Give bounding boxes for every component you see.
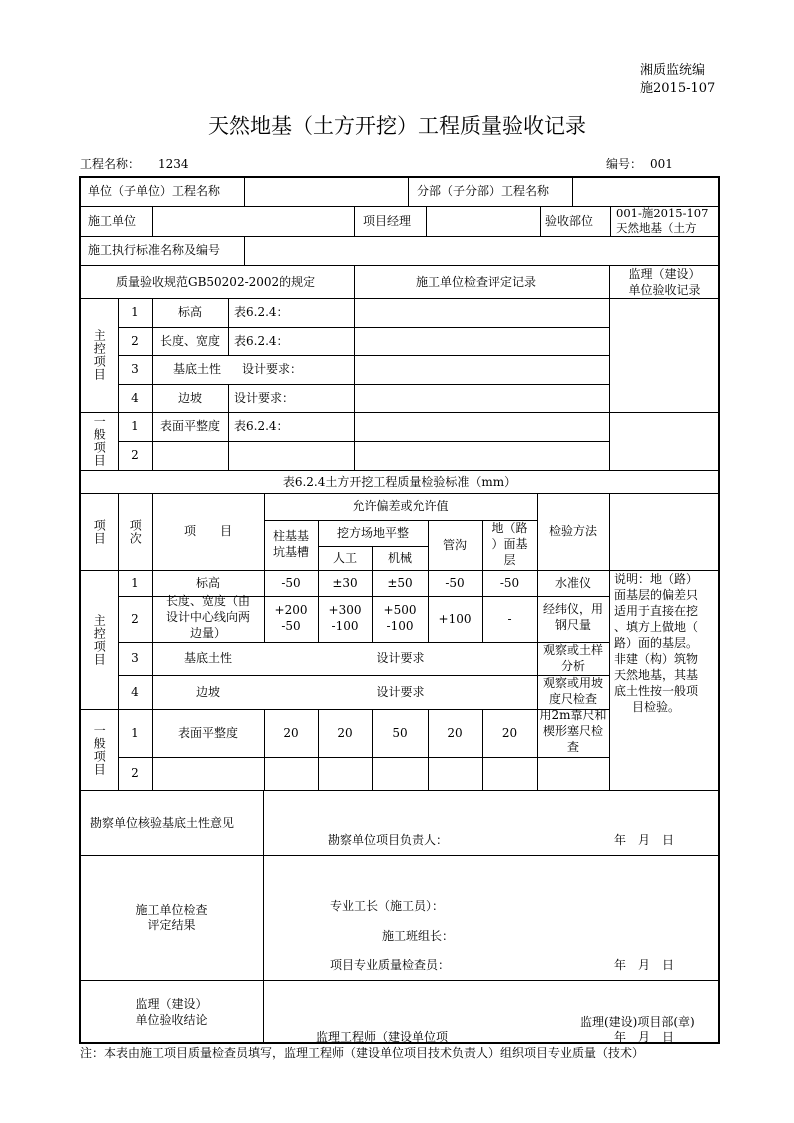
std-row-name: 基底土性 (183, 651, 232, 666)
std-method-line2: 度尺检查 (548, 692, 597, 706)
std-method-line1: 观察或土样 (542, 643, 603, 657)
check-row-no: 4 (131, 390, 139, 405)
supervisor-conclusion-label-line1: 监理（建设） (135, 997, 208, 1011)
std-row-name-line2: 设计中心线向两 (165, 610, 250, 624)
standard-note-line: 说明：地（路） (614, 572, 699, 586)
footer-note: 注：本表由施工项目质量检查员填写，监理工程师（建设单位项目技术负责人）组织项目专业质量（技术） (80, 1046, 645, 1060)
col-header-pit-line1: 柱基基 (272, 529, 309, 543)
check-row-req: 表6.2.4： (234, 419, 289, 434)
standard-note-line: 底土性按一般项 (614, 684, 699, 698)
unit-name-label: 单位（子单位）工程名称 (88, 184, 221, 198)
contractor-check-header: 施工单位检查评定记录 (416, 275, 537, 289)
col-header-road-line2: ）面基 (491, 537, 528, 551)
col-divider (610, 206, 611, 236)
check-row-req: 表6.2.4： (234, 305, 289, 320)
col-header-pit-line2: 坑基槽 (272, 545, 309, 559)
std-value-manual: 20 (337, 725, 353, 740)
supervisor-conclusion-label-line2: 单位验收结论 (135, 1013, 208, 1027)
main-control-group-label: 主控项目 (92, 329, 107, 381)
col-divider (408, 177, 409, 206)
std-value-machine: -100 (386, 619, 414, 633)
std-row-no: 4 (131, 684, 139, 699)
form-number: 施2015-107 (640, 81, 716, 96)
check-row-no: 1 (131, 305, 139, 320)
std-value-manual: +300 (328, 603, 362, 617)
standard-note-line: 适用于直接在挖 (614, 604, 699, 618)
std-row-no: 2 (131, 611, 139, 626)
code-label: 编号： (606, 157, 643, 171)
project-name-value: 1234 (158, 157, 189, 171)
check-row-item: 表面平整度 (159, 419, 220, 434)
check-row-item: 边坡 (177, 390, 202, 405)
col-header-machine: 机械 (387, 550, 412, 565)
col-header-name: 项 目 (183, 524, 232, 539)
team-leader-label: 施工班组长： (382, 929, 455, 943)
std-value-pipe: +100 (438, 611, 472, 626)
acceptance-part-label: 验收部位 (545, 214, 594, 228)
check-row-no: 2 (131, 333, 139, 348)
survey-opinion-label: 勘察单位核验基底土性意见 (90, 816, 235, 830)
std-row-no: 1 (131, 575, 139, 590)
check-row-item: 标高 (177, 305, 202, 320)
row-divider (118, 757, 609, 758)
subdivision-name-label: 分部（子分部）工程名称 (417, 184, 550, 198)
col-divider (572, 177, 573, 206)
standard-table-title: 表6.2.4土方开挖工程质量检验标准（mm） (282, 475, 517, 489)
std-method-line2: 钢尺量 (554, 618, 591, 632)
col-header-road-line1: 地（路 (491, 521, 528, 535)
std-method: 水准仪 (554, 575, 591, 590)
row-divider (80, 790, 719, 791)
col-header-method: 检验方法 (548, 524, 597, 539)
spec-header: 质量验收规范GB50202-2002的规定 (116, 275, 316, 289)
standard-note-line: 非建（构）筑物 (614, 652, 699, 666)
general-group-label: 一般项目 (92, 415, 107, 467)
std-row-no: 2 (131, 766, 139, 781)
supervisor-header-line1: 监理（建设） (628, 267, 701, 281)
std-value-pit: +200 (274, 603, 308, 617)
contractor-result-label-line1: 施工单位检查 (135, 903, 208, 917)
col-divider (540, 206, 541, 236)
row-divider (80, 470, 719, 471)
survey-date: 年 月 日 (614, 833, 675, 847)
code-value: 001 (650, 157, 673, 171)
std-value-pit: -50 (281, 575, 301, 590)
std-method-line1: 用2m靠尺和 (539, 708, 607, 722)
std-value-pit: 20 (283, 725, 299, 740)
std-value-pipe: 20 (447, 725, 463, 740)
quality-inspector-label: 项目专业质量检查员： (330, 958, 451, 972)
publisher-label: 湘质监统编 (640, 63, 706, 78)
std-row-name: 表面平整度 (177, 725, 238, 740)
acceptance-part-value: 001-施2015-107 (616, 206, 709, 220)
check-row-no: 3 (131, 362, 139, 377)
contractor-date: 年 月 日 (614, 958, 675, 972)
std-value-pipe: -50 (445, 575, 465, 590)
std-value-pit: -50 (281, 619, 301, 633)
col-header-seq: 项次 (128, 518, 143, 545)
std-value-machine: ±50 (387, 575, 413, 590)
standard-note-line: 面基层的偏差只 (614, 588, 699, 602)
std-row-name-line3: 边量） (189, 626, 226, 640)
supervisor-engineer-label: 监理工程师（建设单位项 (316, 1030, 449, 1044)
col-header-site-leveling: 挖方场地平整 (336, 525, 409, 540)
supervisor-header-line2: 单位验收记录 (628, 283, 701, 297)
tolerance-header: 允许偏差或允许值 (352, 499, 449, 514)
check-row-item: 基底土性 (172, 362, 221, 377)
foreman-label: 专业工长（施工员）： (330, 899, 445, 913)
col-divider (152, 206, 153, 236)
std-method-line3: 查 (566, 740, 579, 754)
col-header-road-line3: 层 (503, 553, 516, 567)
row-divider (80, 855, 719, 856)
row-divider (118, 441, 609, 442)
check-row-no: 1 (131, 419, 139, 434)
standard-main-group-label: 主控项目 (92, 613, 107, 666)
col-divider (354, 206, 355, 236)
std-row-name: 边坡 (195, 684, 220, 699)
project-manager-label: 项目经理 (363, 214, 412, 228)
row-divider (80, 980, 719, 981)
check-row-req: 表6.2.4： (234, 333, 289, 348)
supervisor-date: 年 月 日 (614, 1030, 675, 1044)
std-value-machine: 50 (392, 725, 408, 740)
col-divider (244, 236, 245, 265)
std-value-machine: +500 (383, 603, 417, 617)
std-value-road: 20 (501, 725, 518, 740)
standard-note-line: 、填方上做地（ (614, 620, 699, 634)
standard-note-line: 天然地基，其基 (614, 668, 699, 682)
standard-general-group-label: 一般项目 (92, 723, 107, 776)
check-row-req: 设计要求： (242, 362, 303, 377)
std-row-name-line1: 长度、宽度（由 (165, 594, 250, 608)
supervisor-dept-label: 监理(建设)项目部(章) (580, 1015, 695, 1029)
std-row-name: 标高 (195, 575, 220, 590)
standard-note-line: 路）面的基层。 (614, 636, 699, 650)
std-value-manual: -100 (331, 619, 359, 633)
check-row-req: 设计要求： (234, 390, 295, 405)
standard-name-label: 施工执行标准名称及编号 (88, 243, 221, 257)
acceptance-part-value-2: 天然地基（土方 (616, 221, 697, 235)
col-divider (609, 493, 610, 790)
std-method-line1: 经纬仪，用 (542, 602, 603, 616)
std-row-no: 1 (131, 725, 139, 740)
col-divider (426, 206, 427, 236)
col-divider (244, 177, 245, 206)
std-value-road: - (507, 611, 512, 626)
row-divider (80, 265, 719, 266)
row-divider (80, 236, 719, 237)
std-value-road: -50 (499, 575, 520, 590)
std-design-requirement: 设计要求 (376, 684, 425, 699)
std-method-line2: 楔形塞尺检 (542, 724, 603, 738)
check-row-item: 长度、宽度 (159, 333, 220, 348)
col-header-pipe: 管沟 (442, 537, 467, 552)
std-row-no: 3 (131, 651, 139, 666)
contractor-result-label-line2: 评定结果 (147, 918, 196, 932)
page-title: 天然地基（土方开挖）工程质量验收记录 (208, 114, 586, 138)
std-method-line2: 分析 (560, 659, 585, 673)
standard-note-line: 目检验。 (632, 700, 681, 714)
std-method-line1: 观察或用坡 (542, 676, 603, 690)
std-design-requirement: 设计要求 (376, 651, 425, 666)
std-value-manual: ±30 (332, 575, 358, 590)
col-divider (263, 790, 264, 1043)
col-header-item: 项目 (92, 518, 107, 545)
check-row-no: 2 (131, 448, 139, 463)
col-header-manual: 人工 (332, 550, 357, 565)
survey-person-label: 勘察单位项目负责人： (328, 833, 449, 847)
project-name-label: 工程名称： (80, 157, 141, 171)
contractor-label: 施工单位 (88, 214, 137, 228)
